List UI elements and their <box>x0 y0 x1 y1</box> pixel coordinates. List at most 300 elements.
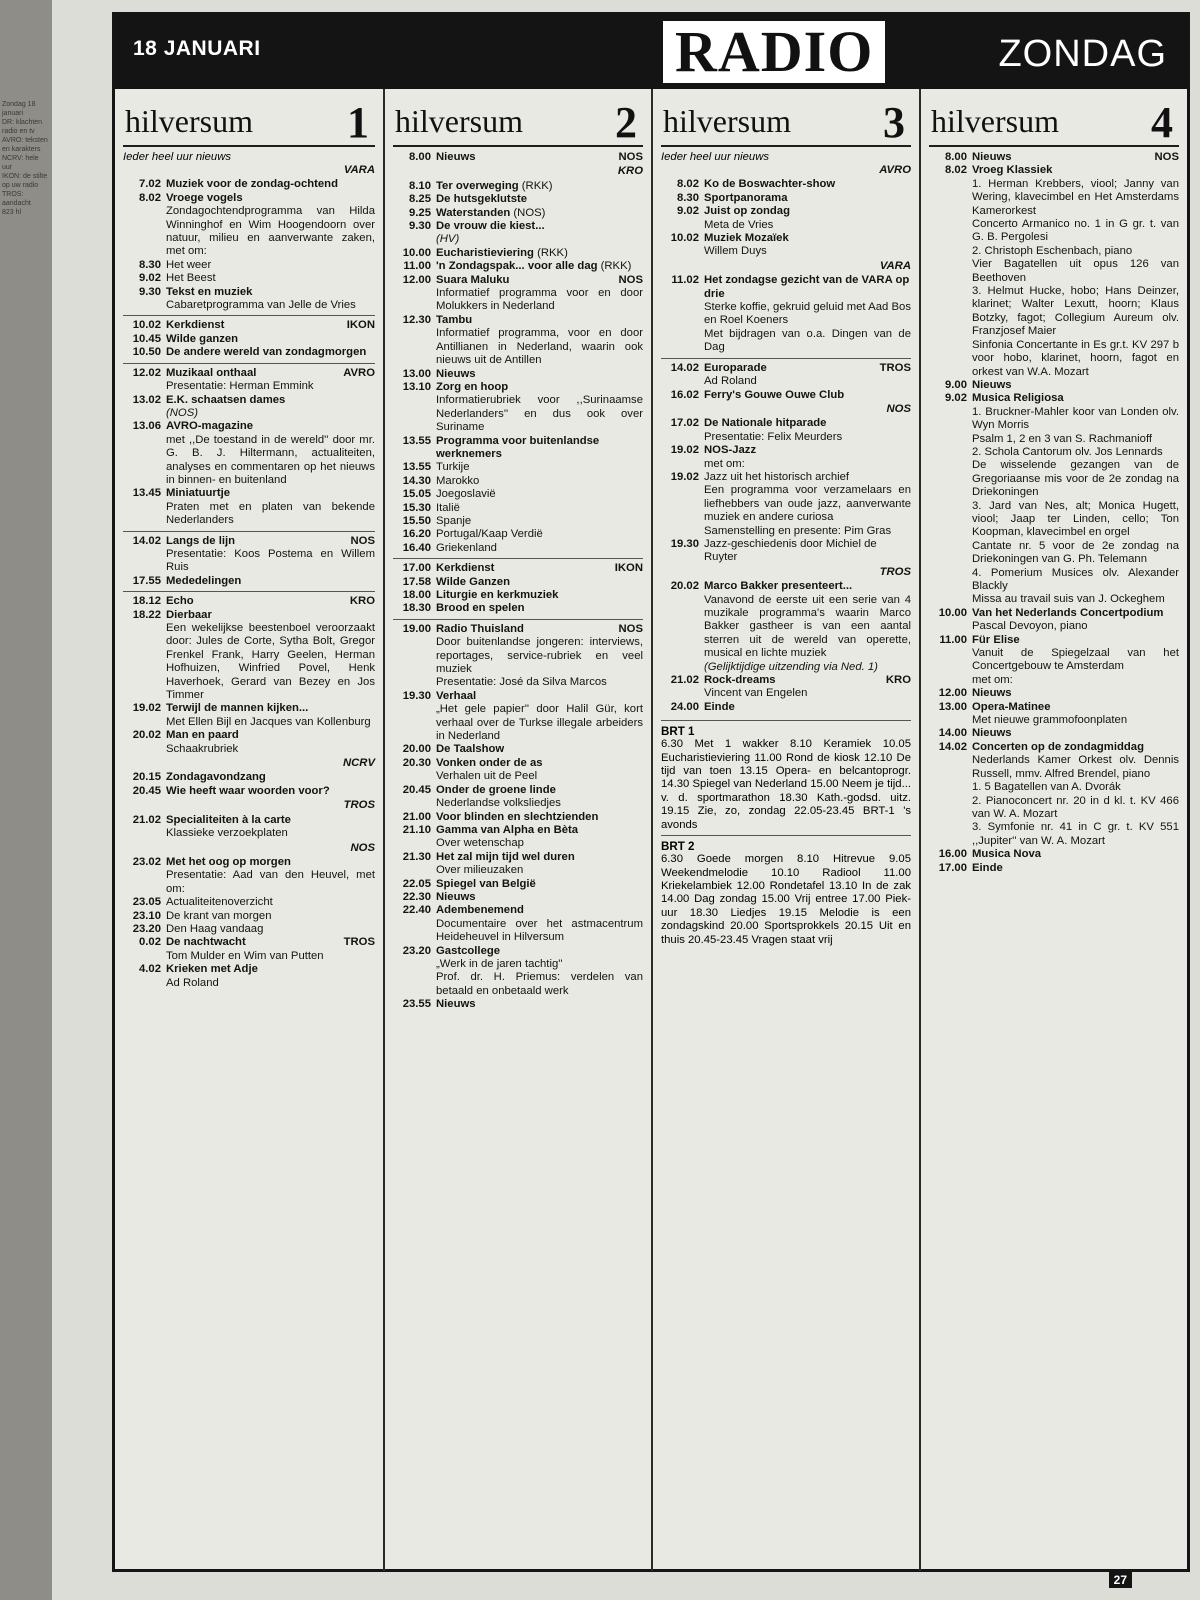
program-description: Sinfonia Concertante in Es gr.t. KV 297 b voor hobo, klarinet, hoorn, fagot en orkest van W.A. Mozart <box>972 338 1179 378</box>
program-entry <box>929 151 1179 164</box>
program-time: 14.02 <box>132 534 161 547</box>
program-description: Concerto Armanico no. 1 in G gr. t. van G. B. Pergolesi <box>972 218 1179 244</box>
program-time: 8.00 <box>409 151 431 163</box>
program-entry <box>123 535 375 575</box>
program-text <box>436 220 643 247</box>
program-broadcaster: NOS <box>618 273 643 286</box>
program-entry <box>123 771 375 784</box>
program-broadcaster: KRO <box>885 674 911 687</box>
program-text <box>436 435 643 462</box>
broadcaster-label: NCRV <box>342 757 375 770</box>
program-description: 3. Jard van Nes, alt; Monica Hugett, viool; Jaap ter Linden, cello; Ton Koopman, klavecimbel en orgel <box>972 499 1179 539</box>
program-time: 13.10 <box>402 380 431 393</box>
program-title: Verhaal <box>436 689 477 702</box>
program-time: 10.02 <box>132 319 161 332</box>
broadcaster-label: TROS <box>343 799 375 812</box>
program-entry <box>393 851 643 878</box>
program-text <box>166 367 375 394</box>
program-title: Wie heeft waar woorden voor? <box>166 784 330 797</box>
program-description: „Werk in de jaren tachtig'' <box>436 957 563 970</box>
program-time: 23.20 <box>132 922 161 935</box>
program-time: 21.10 <box>402 823 431 836</box>
program-text <box>436 602 643 615</box>
program-entry <box>661 701 911 714</box>
program-text <box>972 379 1179 392</box>
program-text <box>166 535 375 575</box>
program-title: Wilde Ganzen <box>436 575 510 588</box>
program-text <box>436 623 643 677</box>
program-title: Voor blinden en slechtzienden <box>436 810 599 823</box>
program-time: 13.00 <box>402 367 431 380</box>
program-title: Gamma van Alpha en Bèta <box>436 823 579 836</box>
program-entry <box>393 743 643 756</box>
program-time: 14.00 <box>938 727 967 740</box>
program-description: Een wekelijkse beestenboel veroorzaakt door: Jules de Corte, Sytha Bolt, Gregor Frenkel Frank, Harry Geelen, Herman Hofhuizen, Winfried Povel, Henk Haverhoek, Gerard van Bezey en Jos Timmer <box>166 622 375 702</box>
column-hilversum-4 <box>919 89 1187 1571</box>
program-title: Tambu <box>436 313 473 326</box>
divider <box>123 145 375 147</box>
program-text <box>436 475 643 488</box>
program-text <box>704 232 911 259</box>
program-time: 12.00 <box>402 273 431 286</box>
column-number: 3 <box>883 98 905 147</box>
program-text <box>972 164 1179 218</box>
program-time: 16.02 <box>670 388 699 401</box>
program-text <box>436 945 643 972</box>
program-time: 11.00 <box>939 633 967 646</box>
program-entry <box>661 192 911 205</box>
program-text <box>972 607 1179 634</box>
program-text <box>166 609 375 703</box>
program-title: Marokko <box>436 474 480 487</box>
program-time: 20.45 <box>132 784 161 797</box>
program-time: 12.00 <box>938 687 967 700</box>
program-time: 7.02 <box>139 178 161 191</box>
program-description: 2. Schola Cantorum olv. Jos Lennards <box>972 445 1163 458</box>
column-number: 2 <box>615 98 637 147</box>
divider <box>393 619 643 620</box>
program-entry <box>661 444 911 471</box>
program-time: 22.05 <box>402 877 431 890</box>
program-time: 9.02 <box>139 272 161 285</box>
program-description: Vanuit de Spiegelzaal van het Concertgebouw te Amsterdam <box>972 647 1179 673</box>
program-text <box>436 180 643 193</box>
program-text <box>436 562 643 575</box>
program-title: Onder de groene linde <box>436 783 556 796</box>
program-text <box>166 963 375 990</box>
program-title: Musica Religiosa <box>972 392 1064 405</box>
margin-note: Zondag 18 januari <box>2 101 36 117</box>
page-number: 27 <box>1109 1572 1132 1588</box>
program-text <box>166 178 375 191</box>
program-entry <box>123 575 375 588</box>
program-entry <box>123 609 375 703</box>
program-title: Joegoslavië <box>436 488 496 501</box>
program-broadcaster: TROS <box>879 361 911 374</box>
program-text <box>436 784 643 811</box>
program-text <box>972 701 1179 728</box>
program-text <box>166 856 375 896</box>
program-time: 17.00 <box>402 562 431 575</box>
program-entry <box>393 314 643 368</box>
program-title: Juist op zondag <box>704 205 790 218</box>
program-time: 8.00 <box>945 151 967 163</box>
program-entry <box>393 435 643 462</box>
program-time: 19.02 <box>132 702 161 715</box>
program-title: Man en paard <box>166 729 239 742</box>
program-broadcaster: AVRO <box>343 366 375 379</box>
program-text <box>704 205 911 232</box>
program-time: 19.30 <box>670 537 699 550</box>
program-entry <box>393 180 643 193</box>
program-title: Adembenemend <box>436 904 524 917</box>
program-text <box>436 743 643 756</box>
program-text <box>436 502 643 515</box>
program-description: 2. Pianoconcert nr. 20 in d kl. t. KV 466 van W. A. Mozart <box>972 794 1179 820</box>
program-time: 23.55 <box>402 998 431 1011</box>
program-description: Presentatie: Aad van den Heuvel, met om: <box>166 869 375 895</box>
program-title: De krant van morgen <box>166 909 272 922</box>
program-title: Europarade <box>704 361 767 374</box>
program-title: Echo <box>166 595 194 608</box>
program-description: Met Ellen Bijl en Jacques van Kollenburg <box>166 715 371 728</box>
program-entry <box>661 389 911 402</box>
program-entry <box>123 487 375 527</box>
program-text <box>436 589 643 602</box>
program-description: Over milieuzaken <box>436 864 524 877</box>
program-list-3 <box>661 164 911 714</box>
program-text <box>972 741 1179 781</box>
program-title: Vonken onder de as <box>436 756 543 769</box>
program-entry <box>661 538 911 565</box>
program-entry <box>123 963 375 990</box>
program-time: 14.30 <box>402 474 431 487</box>
program-time: 13.45 <box>132 487 161 500</box>
program-time: 21.02 <box>132 813 161 826</box>
column-name: hilversum <box>125 103 253 139</box>
program-title: Eucharistieviering <box>436 246 534 259</box>
program-text <box>166 702 375 729</box>
program-description: Vier Bagatellen uit opus 126 van Beethoven <box>972 258 1179 284</box>
program-title: De nachtwacht <box>166 936 246 949</box>
program-text <box>436 542 643 555</box>
program-title: De andere wereld van zondagmorgen <box>166 346 367 359</box>
program-note: (RKK) <box>597 260 632 273</box>
header-title: RADIO <box>663 21 885 83</box>
program-text <box>436 193 643 206</box>
program-title: Marco Bakker presenteert... <box>704 580 853 593</box>
program-time: 8.25 <box>409 193 431 206</box>
program-entry <box>661 471 911 484</box>
program-text <box>972 848 1179 861</box>
program-description: Prof. dr. H. Priemus: verdelen van betaald en onbetaald werk <box>436 971 643 997</box>
program-title: Krieken met Adje <box>166 963 258 976</box>
column-hilversum-3 <box>651 89 919 1571</box>
program-entry <box>123 896 375 909</box>
program-title: Turkije <box>436 461 470 474</box>
page-content <box>112 12 1190 1572</box>
program-description: Met bijdragen van o.a. Dingen van de Dag <box>704 327 911 354</box>
program-entry <box>393 461 643 474</box>
program-entry <box>123 785 375 798</box>
program-time: 12.02 <box>132 366 161 379</box>
program-text <box>704 192 911 205</box>
program-time: 15.50 <box>402 514 431 527</box>
program-entry <box>661 580 911 660</box>
program-title: Kerkdienst <box>166 319 225 332</box>
column-name: hilversum <box>931 103 1059 139</box>
program-time: 24.00 <box>670 700 699 713</box>
program-title: Nieuws <box>436 890 476 903</box>
program-time: 23.20 <box>402 944 431 957</box>
program-time: 22.30 <box>402 890 431 903</box>
program-title: Für Elise <box>972 633 1020 646</box>
column-note: Ieder heel uur nieuws <box>123 151 232 163</box>
program-time: 23.02 <box>132 855 161 868</box>
program-text <box>436 904 643 944</box>
program-text <box>166 286 375 313</box>
column-number: 4 <box>1151 98 1173 147</box>
page-header <box>115 15 1187 89</box>
program-entry <box>123 286 375 313</box>
program-time: 21.00 <box>402 810 431 823</box>
program-title: Einde <box>972 861 1003 874</box>
divider <box>929 145 1179 147</box>
program-text <box>704 362 911 389</box>
program-text <box>436 515 643 528</box>
broadcaster-label: KRO <box>617 165 643 178</box>
program-entry <box>393 151 643 164</box>
program-description: Nederlandse volksliedjes <box>436 797 561 810</box>
program-title: Waterstanden <box>436 206 511 219</box>
program-entry <box>393 562 643 575</box>
program-description: Ad Roland <box>704 375 757 388</box>
program-title: Zorg en hoop <box>436 380 509 393</box>
program-title: Nieuws <box>972 151 1012 163</box>
program-time: 20.02 <box>132 729 161 742</box>
program-text <box>436 314 643 368</box>
program-text <box>704 178 911 191</box>
program-entry <box>393 488 643 501</box>
program-entry <box>393 220 643 247</box>
program-description: Presentatie: José da Silva Marcos <box>436 676 607 689</box>
program-description: met om: <box>704 457 745 470</box>
program-time: 16.20 <box>402 528 431 541</box>
program-time: 13.55 <box>402 461 431 474</box>
program-text <box>166 729 375 756</box>
program-title: Ter overweging <box>436 179 519 192</box>
program-description: Pascal Devoyon, piano <box>972 620 1088 633</box>
program-title: Spanje <box>436 514 472 527</box>
program-title: Nieuws <box>436 998 476 1011</box>
program-title: Liturgie en kerkmuziek <box>436 589 559 601</box>
program-title: Van het Nederlands Concertpodium <box>972 606 1164 619</box>
program-time: 12.30 <box>402 313 431 326</box>
program-text <box>972 151 1179 164</box>
program-entry <box>393 891 643 904</box>
program-time: 10.02 <box>670 232 699 245</box>
program-title: Den Haag vandaag <box>166 922 264 935</box>
program-text <box>972 392 1179 432</box>
program-time: 17.00 <box>938 861 967 874</box>
program-title: Vroeg Klassiek <box>972 164 1053 177</box>
program-text <box>166 814 375 841</box>
program-entry <box>393 247 643 260</box>
program-title: Opera-Matinee <box>972 700 1051 713</box>
program-description: 1. 5 Bagatellen van A. Dvorák <box>972 781 1121 794</box>
program-text <box>436 368 643 381</box>
program-description: Presentatie: Felix Meurders <box>704 430 843 443</box>
program-entry <box>661 232 911 259</box>
program-text <box>166 333 375 346</box>
program-time: 16.40 <box>402 541 431 554</box>
program-text <box>704 701 911 714</box>
program-description: 4. Pomerium Musices olv. Alexander Blackly <box>972 566 1179 592</box>
program-entry <box>661 205 911 232</box>
program-entry <box>123 702 375 729</box>
program-time: 18.22 <box>132 608 161 621</box>
program-text <box>166 487 375 527</box>
program-description: Sterke koffie, gekruid geluid met Aad Bos en Roel Koeners <box>704 301 911 327</box>
program-entry <box>393 784 643 811</box>
program-title: Concerten op de zondagmiddag <box>972 740 1144 753</box>
program-time: 8.30 <box>677 191 699 204</box>
program-entry <box>393 381 643 435</box>
program-text <box>166 923 375 936</box>
program-time: 20.45 <box>402 783 431 796</box>
program-time: 11.00 <box>403 260 431 273</box>
program-list-4 <box>929 151 1179 875</box>
program-time: 13.55 <box>402 434 431 447</box>
program-description: Presentatie: Herman Emmink <box>166 380 314 393</box>
program-description: Tom Mulder en Wim van Putten <box>166 949 324 962</box>
program-text <box>436 878 643 891</box>
program-entry <box>123 923 375 936</box>
program-entry <box>393 623 643 677</box>
broadcaster-label: AVRO <box>879 164 911 176</box>
program-entry <box>929 379 1179 392</box>
program-entry <box>393 475 643 488</box>
program-entry <box>393 207 643 220</box>
program-description: Praten met en platen van bekende Nederlanders <box>166 500 375 527</box>
program-description: met ,,De toestand in de wereld'' door mr. G. B. J. Hiltermann, actualiteiten, analyses en commentaren op het nieuws in binnen- en buitenland <box>166 433 375 486</box>
program-entry <box>123 192 375 259</box>
program-time: 15.05 <box>402 488 431 501</box>
program-text <box>166 595 375 608</box>
program-title: Ferry's Gouwe Ouwe Club <box>704 388 845 401</box>
brt-schedule-text: 6.30 Met 1 wakker 8.10 Keramiek 10.05 Eucharistieviering 11.00 Rond de kiosk 12.10 De tijd van toen 13.15 Opera- en belcantoprogr. 14.30 Spiegel van Nederland 15.00 Neem je tijd... v. d. sportmarathon 18.30 Kath.-godsd. uitz. 19.15 Zie, zo, zondag 22.05-23.45 BRT-1 's avonds <box>661 738 911 831</box>
program-title: Terwijl de mannen kijken... <box>166 702 309 715</box>
program-title: Griekenland <box>436 541 497 554</box>
program-title: Met het oog op morgen <box>166 855 291 868</box>
program-entry <box>393 998 643 1011</box>
divider <box>661 720 911 721</box>
program-text <box>166 319 375 332</box>
program-title: Muziek voor de zondag-ochtend <box>166 178 338 191</box>
program-title: Brood en spelen <box>436 602 525 615</box>
program-description: 1. Bruckner-Mahler koor van Londen olv. Wyn Morris <box>972 405 1179 432</box>
broadcaster-label: VARA <box>343 164 375 176</box>
program-description: Nederlands Kamer Orkest olv. Dennis Russell, mmv. Alfred Brendel, piano <box>972 754 1179 780</box>
page-gutter <box>0 0 52 1600</box>
program-title: E.K. schaatsen dames <box>166 393 286 406</box>
program-entry <box>123 272 375 285</box>
program-entry <box>393 502 643 515</box>
program-entry <box>123 910 375 923</box>
program-text <box>436 151 643 164</box>
program-title: Ko de Boswachter-show <box>704 178 836 191</box>
program-entry <box>929 687 1179 700</box>
program-description: Informatief programma, voor en door Antillianen in Nederland, waarin ook nieuws uit de Antillen <box>436 327 643 367</box>
program-description: Willem Duys <box>704 245 767 258</box>
program-entry <box>929 741 1179 781</box>
brt-channel-name: BRT 2 <box>661 840 695 854</box>
program-entry <box>123 814 375 841</box>
margin-note: 823 hl <box>2 209 22 216</box>
program-title: NOS-Jazz <box>704 444 757 457</box>
program-title: Muzikaal onthaal <box>166 366 257 379</box>
program-entry <box>123 259 375 272</box>
program-title: Radio Thuisland <box>436 622 524 635</box>
program-entry <box>929 607 1179 634</box>
program-time: 21.30 <box>402 850 431 863</box>
program-time: 18.00 <box>402 589 431 601</box>
program-entry <box>393 274 643 314</box>
program-description: Klassieke verzoekplaten <box>166 827 288 840</box>
program-description: Verhalen uit de Peel <box>436 770 538 783</box>
program-time: 22.40 <box>402 904 431 917</box>
program-time: 19.30 <box>402 689 431 702</box>
broadcaster-label: NOS <box>350 841 375 854</box>
program-time: 19.02 <box>670 444 699 457</box>
program-description: „Het gele papier'' door Halil Gür, kort verhaal over de Turkse illegale arbeiders in Nederland <box>436 703 643 743</box>
program-list-1 <box>123 164 375 990</box>
margin-note: IKON: de stilte op uw radio <box>2 173 48 189</box>
program-text <box>436 757 643 784</box>
program-time: 8.02 <box>139 191 161 204</box>
program-time: 0.02 <box>139 936 161 949</box>
broadcaster-label: VARA <box>879 259 911 272</box>
program-time: 17.58 <box>402 575 431 588</box>
program-entry <box>123 936 375 963</box>
program-entry <box>393 589 643 602</box>
program-text <box>166 936 375 963</box>
program-text <box>436 824 643 851</box>
program-title: Portugal/Kaap Verdië <box>436 528 543 541</box>
program-title: Zondagavondzang <box>166 771 266 784</box>
column-title <box>661 89 911 145</box>
brt-schedule-text: 6.30 Goede morgen 8.10 Hitrevue 9.05 Weekendmelodie 10.10 Radiool 11.00 Kriekelambiek 12.00 Rondetafel 13.10 In de zak 14.00 Dag zondag 15.00 Vrij entree 17.00 Piek-uur 18.30 Liedjes 19.15 Melodie is een zondagskind 20.00 Sportsprokkels 20.15 Uit en thuis 20.45-23.45 Vragen staat vrij <box>661 853 911 946</box>
margin-note: DR: klachten radio en tv <box>2 119 43 135</box>
program-entry <box>393 193 643 206</box>
program-description: Vanavond de eerste uit een serie van 4 muzikale programma's waarin Marco Bakker gastheer is van een aantal sterren uit de wereld van operette, musical en lichte muziek <box>704 593 911 660</box>
program-time: 9.02 <box>677 205 699 218</box>
column-number: 1 <box>347 98 369 147</box>
program-title: Nieuws <box>972 378 1012 391</box>
program-time: 10.45 <box>132 332 161 345</box>
column-title <box>929 89 1179 145</box>
program-text <box>436 488 643 501</box>
program-time: 10.00 <box>402 246 431 259</box>
program-entry <box>929 848 1179 861</box>
program-description: Cantate nr. 5 voor de 2e zondag na Driekoningen van G. Ph. Telemann <box>972 539 1179 566</box>
program-entry <box>393 576 643 589</box>
program-time: 16.00 <box>938 848 967 861</box>
program-time: 23.05 <box>132 896 161 909</box>
program-entry <box>393 904 643 944</box>
program-time: 8.10 <box>409 179 431 192</box>
program-description: Meta de Vries <box>704 218 774 231</box>
